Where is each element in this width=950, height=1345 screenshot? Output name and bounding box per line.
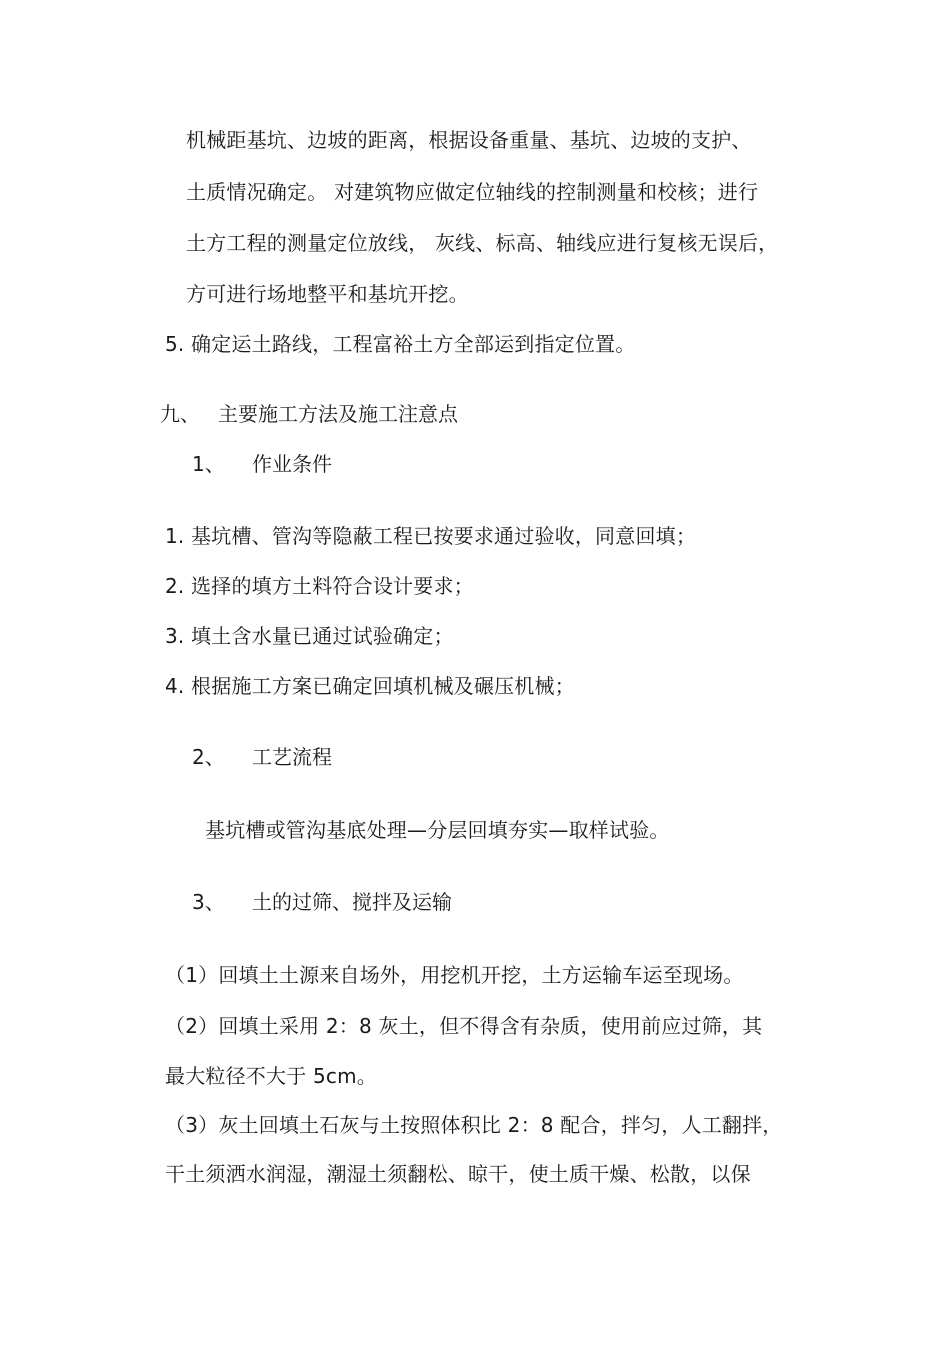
- list-item: （1）回填土土源来自场外，用挖机开挖，土方运输车运至现场。: [165, 963, 744, 987]
- subsection-title: 工艺流程: [252, 745, 332, 769]
- subsection-number: 3、: [192, 890, 225, 914]
- list-item-continuation: 干土须洒水润湿，潮湿土须翻松、晾干，使土质干燥、松散，以保: [165, 1162, 751, 1186]
- list-item: 4. 根据施工方案已确定回填机械及碾压机械；: [165, 674, 575, 698]
- subsection-title: 作业条件: [252, 452, 332, 476]
- paragraph-line: 机械距基坑、边坡的距离，根据设备重量、基坑、边坡的支护、: [186, 128, 752, 152]
- paragraph-line: 土质情况确定。 对建筑物应做定位轴线的控制测量和校核；进行: [186, 180, 759, 204]
- list-item: 3. 填土含水量已通过试验确定；: [165, 624, 454, 648]
- subsection-heading: [192, 450, 332, 478]
- subsection-number: 2、: [192, 745, 225, 769]
- list-item: （3）灰土回填土石灰与土按照体积比 2：8 配合，拌匀，人工翻拌，: [165, 1113, 783, 1137]
- paragraph-line: 方可进行场地整平和基坑开挖。: [186, 282, 469, 306]
- section-heading: [160, 400, 458, 428]
- paragraph-line: 土方工程的测量定位放线， 灰线、标高、轴线应进行复核无误后，: [186, 231, 779, 255]
- list-item: 2. 选择的填方土料符合设计要求；: [165, 574, 474, 598]
- subsection-heading: [192, 743, 332, 771]
- process-flow: 基坑槽或管沟基底处理—分层回填夯实—取样试验。: [205, 818, 670, 842]
- subsection-title: 土的过筛、搅拌及运输: [252, 890, 452, 914]
- subsection-heading: [192, 888, 452, 916]
- list-item-continuation: 最大粒径不大于 5cm。: [165, 1064, 377, 1088]
- list-item: （2）回填土采用 2：8 灰土，但不得含有杂质，使用前应过筛，其: [165, 1014, 763, 1038]
- list-item: 1. 基坑槽、管沟等隐蔽工程已按要求通过验收，同意回填；: [165, 524, 697, 548]
- section-number: 九、: [160, 402, 200, 426]
- section-title: 主要施工方法及施工注意点: [218, 402, 458, 426]
- subsection-number: 1、: [192, 452, 225, 476]
- list-item: 5. 确定运土路线，工程富裕土方全部运到指定位置。: [165, 332, 636, 356]
